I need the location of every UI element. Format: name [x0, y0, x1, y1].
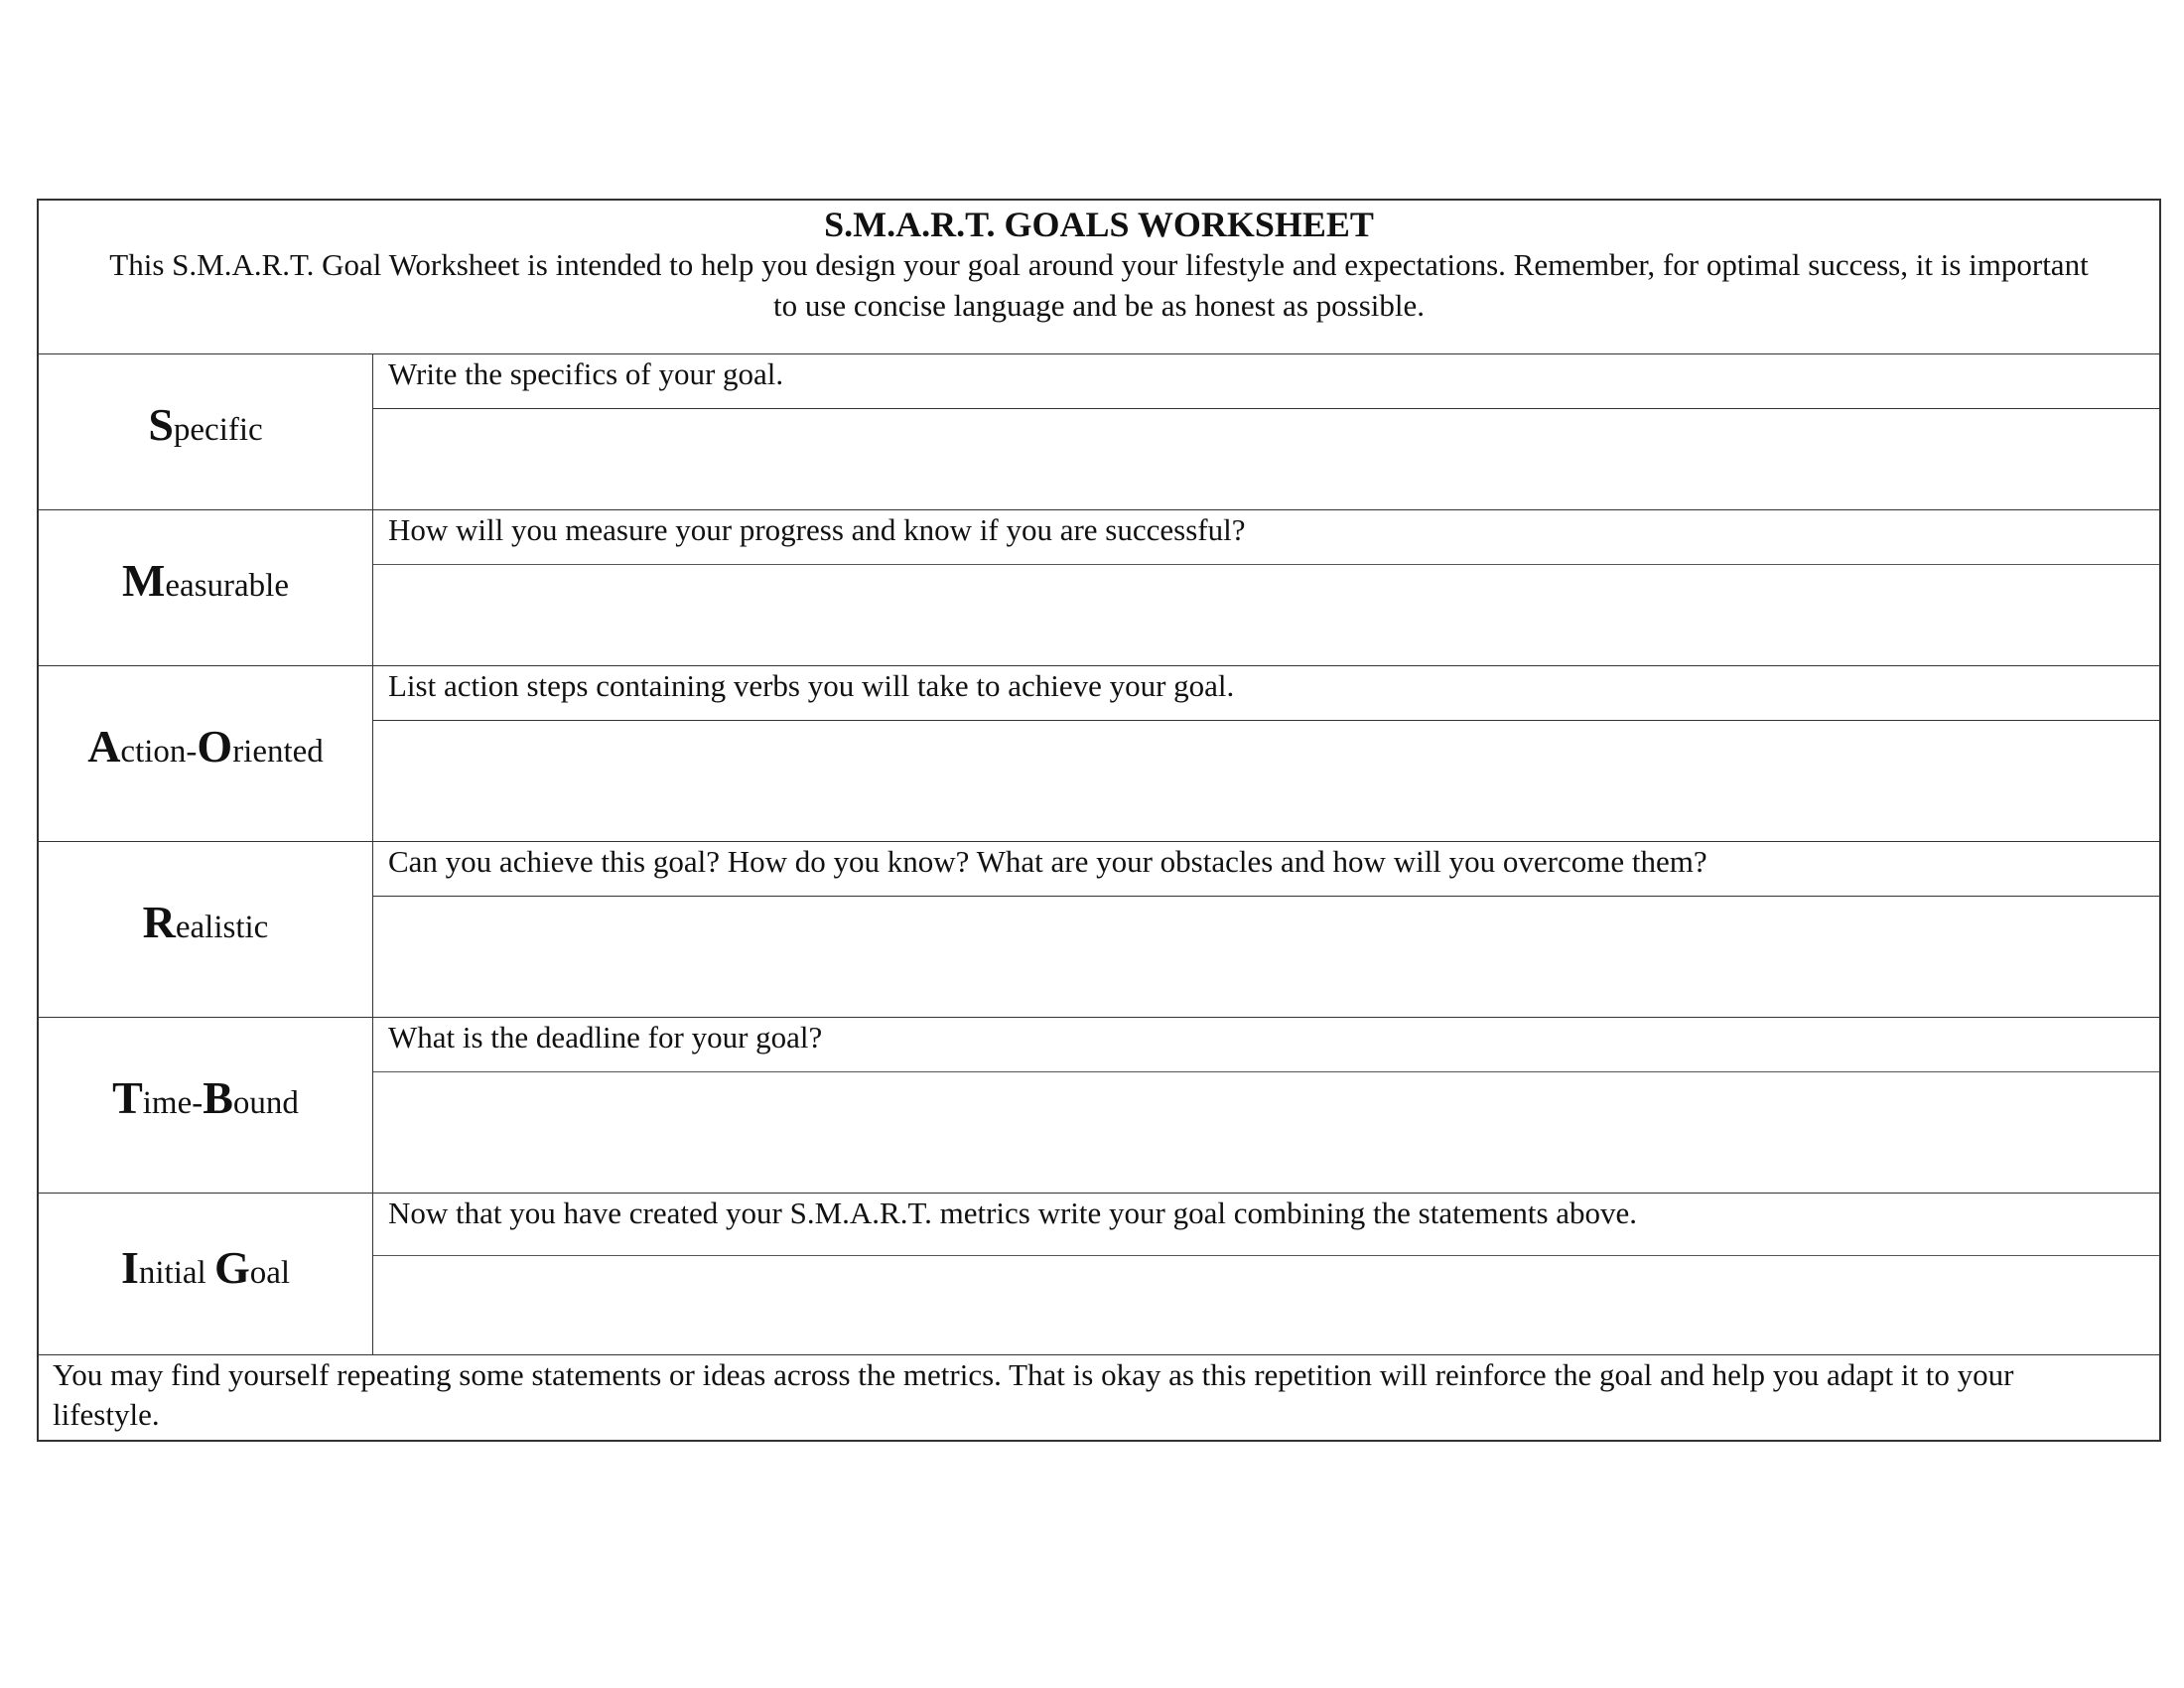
- label-rest: ime-: [142, 1085, 204, 1121]
- answer-area-realistic[interactable]: [374, 898, 2159, 1016]
- prompt-answer-divider: [373, 564, 2159, 565]
- smart-goals-worksheet: [37, 199, 2161, 1442]
- label-rest: riented: [232, 734, 324, 770]
- label-initial: O: [197, 721, 233, 772]
- answer-area-specific[interactable]: [374, 410, 2159, 508]
- label-rest: oal: [249, 1255, 291, 1291]
- label-rest: ction-: [120, 734, 198, 770]
- answer-area-time-bound[interactable]: [374, 1073, 2159, 1192]
- prompt-realistic: Can you achieve this goal? How do you know? What are your obstacles and how will you overcome them?: [388, 844, 1707, 879]
- label-rest: ealistic: [175, 910, 269, 945]
- prompt-measurable: How will you measure your progress and know if you are successful?: [388, 512, 1246, 547]
- label-initial: A: [87, 721, 121, 772]
- label-initial: M: [121, 555, 166, 606]
- metric-label-realistic: [39, 897, 372, 947]
- label-initial: S: [148, 399, 174, 450]
- prompt-action-oriented: List action steps containing verbs you will take to achieve your goal.: [388, 668, 1235, 703]
- prompt-time-bound: What is the deadline for your goal?: [388, 1020, 823, 1055]
- answer-area-measurable[interactable]: [374, 566, 2159, 664]
- prompt-answer-divider: [373, 1255, 2159, 1256]
- answer-area-initial-goal[interactable]: [374, 1257, 2159, 1353]
- label-rest: easurable: [165, 568, 289, 604]
- prompt-specific: Write the specifics of your goal.: [388, 356, 784, 391]
- label-initial: I: [120, 1242, 139, 1293]
- label-initial: B: [203, 1072, 233, 1123]
- metric-label-time-bound: [39, 1072, 372, 1123]
- label-initial: R: [142, 897, 176, 947]
- prompt-initial-goal: Now that you have created your S.M.A.R.T. metrics write your goal combining the statements above.: [388, 1196, 1638, 1230]
- metric-label-action-oriented: [39, 721, 372, 772]
- prompt-answer-divider: [373, 408, 2159, 409]
- metric-label-specific: [39, 399, 372, 450]
- worksheet-title: S.M.A.R.T. GOALS WORKSHEET: [824, 205, 1374, 244]
- label-initial: G: [213, 1242, 250, 1293]
- metric-label-initial-goal: [39, 1242, 372, 1293]
- answer-area-action-oriented[interactable]: [374, 722, 2159, 840]
- label-rest: ound: [232, 1085, 299, 1121]
- metric-label-measurable: [39, 555, 372, 606]
- label-column-divider: [372, 353, 373, 1354]
- label-rest: pecific: [173, 412, 263, 448]
- label-initial: T: [112, 1072, 143, 1123]
- prompt-answer-divider: [373, 1071, 2159, 1072]
- footer-note: You may find yourself repeating some statements or ideas across the metrics. That is okay as this repetition will reinforce the goal and help you adapt it to your lifestyle.: [53, 1357, 2014, 1432]
- worksheet-intro: This S.M.A.R.T. Goal Worksheet is intended to help you design your goal around your lifestyle and expectations. Remember, for optimal success, it is important to use concise language and be as honest as possible.: [109, 247, 2089, 323]
- prompt-answer-divider: [373, 896, 2159, 897]
- prompt-answer-divider: [373, 720, 2159, 721]
- label-rest: nitial: [138, 1255, 214, 1291]
